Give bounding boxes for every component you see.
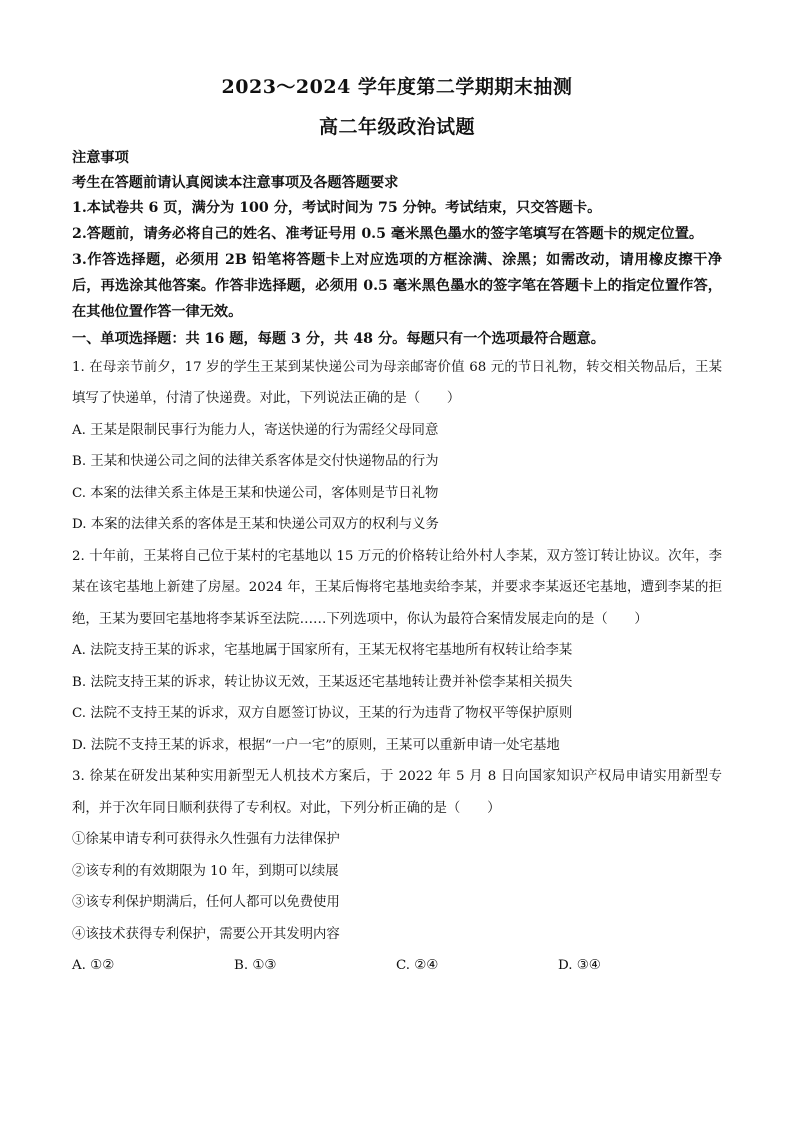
option-b: B. 王某和快递公司之间的法律关系客体是交付快递物品的行为 xyxy=(72,454,439,469)
question-stem: 2. 十年前，王某将自己位于某村的宅基地以 15 万元的价格转让给外村人李某，双方签订转让协议。次年，李某在该宅基地上新建了房屋。2024 年，王某后悔将宅基地卖给李某，并要求李某返还宅基地，遭到李某的拒绝，王某为要回宅基地将李某诉至法院……下列选项中，你认为最符合案情发展走向的是（ ） xyxy=(72,548,722,627)
notes-heading: 注意事项 xyxy=(72,150,129,166)
notes-item-3: 3.作答选择题，必须用 2B 铅笔将答题卡上对应选项的方框涂满、涂黑；如需改动，请用橡皮擦干净后，再选涂其他答案。作答非选择题，必须用 0.5 毫米黑色墨水的签字笔在答题卡上的指定位置作答，在其他位置作答一律无效。 xyxy=(72,252,722,320)
question-stem: 3. 徐某在研发出某种实用新型无人机技术方案后，于 2022 年 5 月 8 日向国家知识产权局申请实用新型专利，并于次年同日顺利获得了专利权。对此，下列分析正确的是（ ） xyxy=(72,769,722,816)
notes-intro: 考生在答题前请认真阅读本注意事项及各题答题要求 xyxy=(72,174,399,191)
section-heading: 一、单项选择题：共 16 题，每题 3 分，共 48 分。每题只有一个选项最符合题意。 xyxy=(72,331,605,347)
option-c: C. 法院不支持王某的诉求，双方自愿签订协议，王某的行为违背了物权平等保护原则 xyxy=(72,706,573,721)
option-b: B. ①③ xyxy=(234,958,277,973)
statement-2: ②该专利的有效期限为 10 年，到期可以续展 xyxy=(72,863,339,879)
statement-3: ③该专利保护期满后，任何人都可以免费使用 xyxy=(72,895,340,910)
option-a: A. 法院支持王某的诉求，宅基地属于国家所有，王某无权将宅基地所有权转让给李某 xyxy=(72,643,573,658)
option-d: D. 本案的法律关系的客体是王某和快递公司双方的权利与义务 xyxy=(72,517,439,532)
option-a: A. 王某是限制民事行为能力人，寄送快递的行为需经父母同意 xyxy=(72,422,439,438)
option-d: D. 法院不支持王某的诉求，根据“一户一宅”的原则，王某可以重新申请一处宅基地 xyxy=(72,737,560,753)
notes-item-1: 1.本试卷共 6 页，满分为 100 分，考试时间为 75 分钟。考试结束，只交答题卡。 xyxy=(72,200,602,216)
question-stem: 1. 在母亲节前夕，17 岁的学生王某到某快递公司为母亲邮寄价值 68 元的节日礼物，转交相关物品后，王某填写了快递单，付清了快递费。对此，下列说法正确的是（ ） xyxy=(72,359,722,406)
exam-subtitle: 高二年级政治试题 xyxy=(318,116,475,138)
option-c: C. 本案的法律关系主体是王某和快递公司，客体则是节日礼物 xyxy=(72,485,439,501)
option-d: D. ③④ xyxy=(558,958,601,973)
exam-content xyxy=(72,146,722,982)
exam-title: 2023～2024 学年度第二学期期末抽测 xyxy=(221,76,573,98)
options-row xyxy=(72,950,722,982)
question-3 xyxy=(72,761,722,982)
statement-4: ④该技术获得专利保护，需要公开其发明内容 xyxy=(72,926,340,942)
option-a: A. ①② xyxy=(72,958,115,973)
question-1 xyxy=(72,352,722,541)
question-2 xyxy=(72,541,722,762)
statement-1: ①徐某申请专利可获得永久性强有力法律保护 xyxy=(72,832,340,847)
notes-item-2: 2.答题前，请务必将自己的姓名、准考证号用 0.5 毫米黑色墨水的签字笔填写在答题卡的规定位置。 xyxy=(72,226,704,242)
option-b: B. 法院支持王某的诉求，转让协议无效，王某返还宅基地转让费并补偿李某相关损失 xyxy=(72,674,573,690)
option-c: C. ②④ xyxy=(396,958,439,973)
